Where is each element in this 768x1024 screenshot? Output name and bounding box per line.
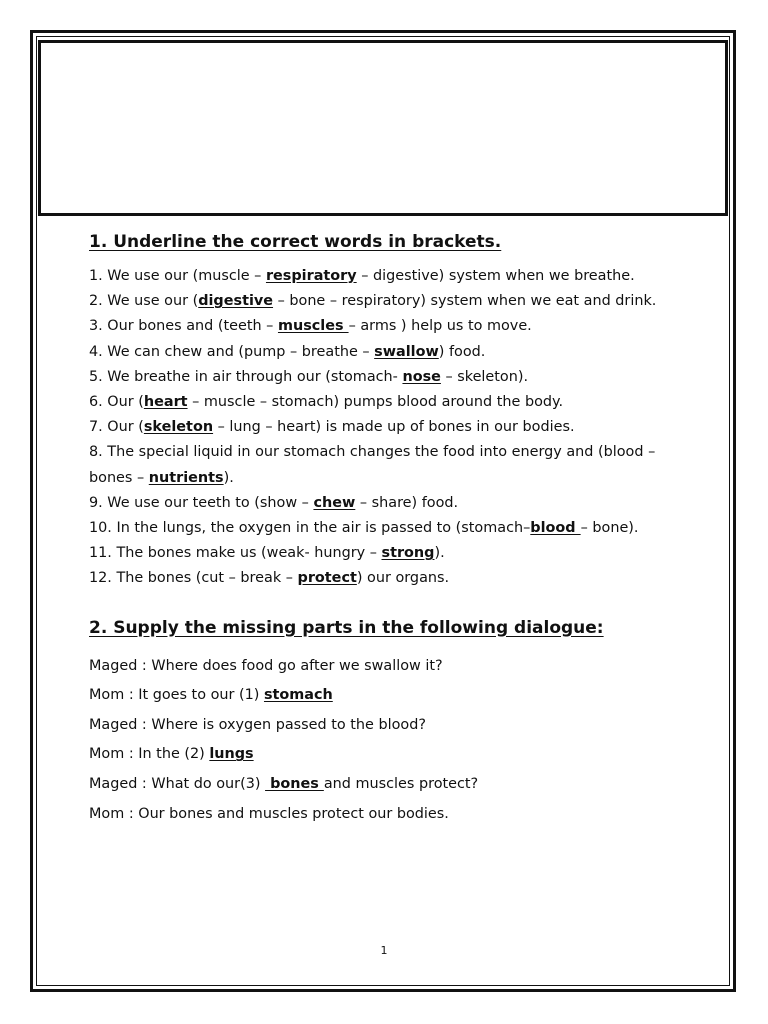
page-number: 1 xyxy=(380,944,388,957)
dialogue-line: Mom : It goes to our (1) stomach xyxy=(89,687,333,704)
header-box xyxy=(38,40,728,216)
section-1-items xyxy=(89,264,689,592)
answer-word: swallow xyxy=(374,343,439,360)
question-item: 1. We use our (muscle – respiratory – digestive) system when we breathe. xyxy=(89,268,635,284)
answer-word: bones xyxy=(265,776,324,793)
answer-word: nose xyxy=(402,368,441,385)
answer-word: strong xyxy=(381,545,435,562)
question-item: 2. We use our (digestive – bone – respiratory) system when we eat and drink. xyxy=(89,293,657,310)
answer-word: muscles xyxy=(277,318,349,335)
dialogue xyxy=(89,652,689,830)
answer-word: protect xyxy=(297,570,357,587)
question-item: 9. We use our teeth to (show – chew – share) food. xyxy=(89,494,459,511)
answer-word: respiratory xyxy=(265,268,357,284)
question-item: 8. The special liquid in our stomach changes the food into energy and (blood – bones – nutrients). xyxy=(89,444,656,486)
dialogue-line: Mom : In the (2) lungs xyxy=(89,746,254,763)
worksheet-content xyxy=(89,228,689,829)
answer-word: heart xyxy=(143,394,188,411)
answer-word: skeleton xyxy=(143,419,214,436)
question-item: 11. The bones make us (weak- hungry – strong). xyxy=(89,545,445,562)
answer-word: blood xyxy=(530,520,581,537)
question-item: 3. Our bones and (teeth – muscles – arms ) help us to move. xyxy=(89,318,532,335)
question-item: 10. In the lungs, the oxygen in the air is passed to (stomach–blood – bone). xyxy=(89,520,639,537)
dialogue-line: Maged : Where is oxygen passed to the blood? xyxy=(89,716,426,733)
answer-word: stomach xyxy=(263,687,333,704)
section-1-title: 1. Underline the correct words in brackets. xyxy=(89,232,502,252)
dialogue-line: Maged : What do our(3) bones and muscles protect? xyxy=(89,776,479,793)
dialogue-line: Mom : Our bones and muscles protect our bodies. xyxy=(89,805,449,822)
dialogue-line: Maged : Where does food go after we swallow it? xyxy=(89,657,443,674)
section-2-title: 2. Supply the missing parts in the following dialogue: xyxy=(89,617,604,638)
answer-word: lungs xyxy=(209,746,254,763)
question-item: 5. We breathe in air through our (stomach- nose – skeleton). xyxy=(89,368,529,385)
question-item: 6. Our (heart – muscle – stomach) pumps blood around the body. xyxy=(89,394,564,411)
answer-word: chew xyxy=(313,494,356,511)
question-item: 12. The bones (cut – break – protect) our organs. xyxy=(89,570,450,587)
answer-word: digestive xyxy=(198,293,274,310)
question-item: 4. We can chew and (pump – breathe – swallow) food. xyxy=(89,343,486,360)
question-item: 7. Our (skeleton – lung – heart) is made up of bones in our bodies. xyxy=(89,419,575,436)
answer-word: nutrients xyxy=(148,469,224,486)
